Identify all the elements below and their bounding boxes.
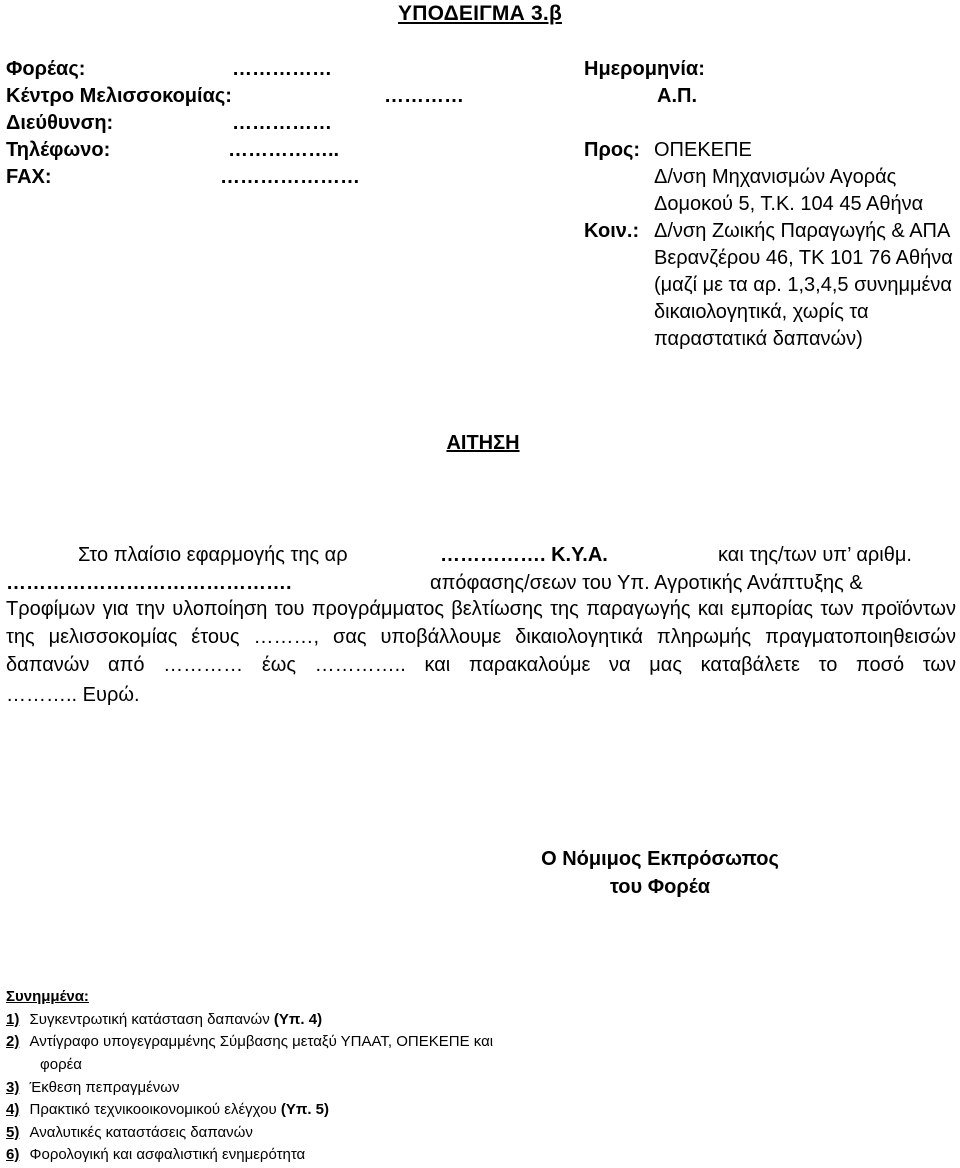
beekeeping-center-label: Κέντρο Μελισσοκομίας: <box>6 85 232 107</box>
attachment-number: 4) <box>6 1101 20 1118</box>
attachment-text: Αναλυτικές καταστάσεις δαπανών <box>29 1124 253 1141</box>
recipient-line: Δομοκού 5, Τ.Κ. 104 45 Αθήνα <box>654 193 924 215</box>
beekeeping-center-value: ………… <box>384 85 464 107</box>
body-line-6: ……….. Ευρώ. <box>6 684 140 706</box>
recipient-line: ΟΠΕΚΕΠΕ <box>654 139 752 161</box>
attachment-number: 6) <box>6 1146 20 1163</box>
to-label: Προς: <box>584 139 641 161</box>
attachment-text: Έκθεση πεπραγμένων <box>29 1079 180 1096</box>
cc-label: Κοιν.: <box>584 220 640 242</box>
body-line-1b: ……………. Κ.Υ.Α. <box>440 544 608 566</box>
attachment-text: Φορολογική και ασφαλιστική ενημερότητα <box>29 1146 306 1163</box>
cc-line: (μαζί με τα αρ. 1,3,4,5 συνημμένα <box>654 274 952 296</box>
attachment-number: 2) <box>6 1033 20 1050</box>
cc-line: παραστατικά δαπανών) <box>654 328 863 350</box>
body-line-4: της μελισσοκομίας έτους ………, σας υποβάλλουμε δικαιολογητικά πληρωμής πραγματοποιηθεισών <box>6 626 956 648</box>
organization-value: …………… <box>232 58 332 80</box>
attachment-number: 5) <box>6 1124 20 1141</box>
recipient-line: Δ/νση Μηχανισμών Αγοράς <box>654 166 897 188</box>
attachment-ref: (Υπ. 4) <box>273 1011 323 1028</box>
address-label: Διεύθυνση: <box>6 112 114 134</box>
fax-label: FAX: <box>6 166 52 188</box>
attachment-ref: (Υπ. 5) <box>280 1101 330 1118</box>
attachment-text-continued: φορέα <box>40 1056 82 1073</box>
phone-value: …………….. <box>228 139 340 161</box>
cc-line: δικαιολογητικά, χωρίς τα <box>654 301 869 323</box>
attachment-item <box>6 1079 180 1096</box>
date-label: Ημερομηνία: <box>584 58 705 80</box>
attachment-item <box>6 1124 253 1141</box>
attachment-number: 1) <box>6 1011 20 1028</box>
attachment-text: Πρακτικό τεχνικοοικονομικού ελέγχου <box>29 1101 277 1118</box>
body-line-2b: απόφασης/σεων του Υπ. Αγροτικής Ανάπτυξης & <box>430 572 863 594</box>
organization-label: Φορέας: <box>6 58 86 80</box>
attachments-heading: Συνημμένα: <box>6 988 89 1005</box>
document-title: ΥΠΟΔΕΙΓΜΑ 3.β <box>398 2 562 25</box>
attachment-item <box>6 1146 305 1163</box>
cc-line: Δ/νση Ζωικής Παραγωγής & ΑΠΑ <box>654 220 951 242</box>
body-line-3: Τροφίμων για την υλοποίηση του προγράμματος βελτίωσης της παραγωγής και εμπορίας των προϊόντων <box>6 598 956 620</box>
body-line-2a: ……………………………………. <box>6 572 292 594</box>
phone-label: Τηλέφωνο: <box>6 139 111 161</box>
cc-line: Βερανζέρου 46, ΤΚ 101 76 Αθήνα <box>654 247 953 269</box>
address-value: …………… <box>232 112 332 134</box>
attachment-number: 3) <box>6 1079 20 1096</box>
fax-value: ………………… <box>220 166 360 188</box>
reference-number-label: Α.Π. <box>657 85 697 107</box>
signature-title: Ο Νόμιμος Εκπρόσωπος <box>541 848 779 870</box>
body-line-1a: Στο πλαίσιο εφαρμογής της αρ <box>78 544 348 566</box>
attachment-item <box>6 1011 322 1028</box>
body-line-5: δαπανών από ………… έως ………….. και παρακαλούμε να μας καταβάλετε το ποσό των <box>6 654 956 676</box>
attachment-text: Αντίγραφο υπογεγραμμένης Σύμβασης μεταξύ ΥΠΑΑΤ, ΟΠΕΚΕΠΕ και <box>29 1033 494 1050</box>
body-line-1c: και της/των υπ’ αριθμ. <box>718 544 912 566</box>
attachment-item <box>6 1033 493 1050</box>
application-heading: ΑΙΤΗΣΗ <box>446 432 520 454</box>
attachment-text: Συγκεντρωτική κατάσταση δαπανών <box>29 1011 270 1028</box>
signature-subtitle: του Φορέα <box>609 876 711 898</box>
attachment-item <box>6 1101 329 1118</box>
